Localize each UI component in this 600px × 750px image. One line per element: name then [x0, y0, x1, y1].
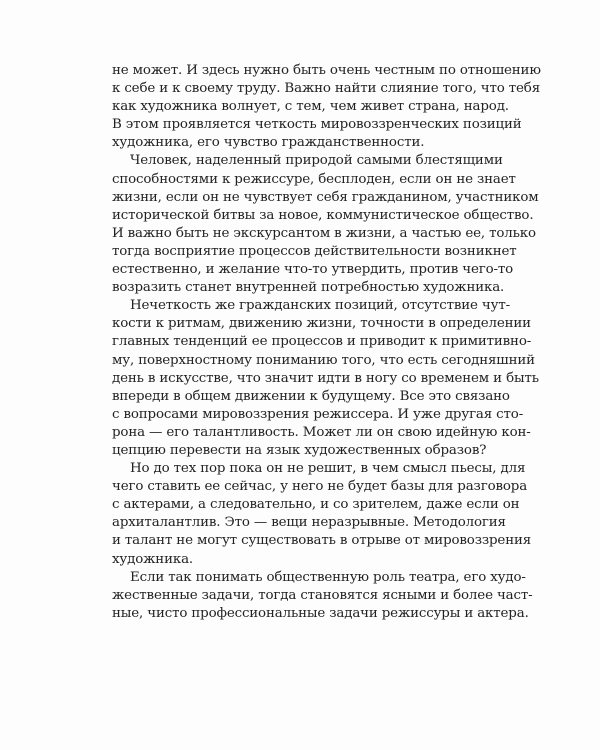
text-line: художника. [112, 551, 194, 567]
text-line: к себе и к своему труду. Важно найти слияние того, что тебя [112, 81, 541, 97]
text-line: Если так понимать общественную роль театра, его худо- [130, 569, 526, 585]
paragraph-4 [112, 460, 532, 569]
paragraph-2 [112, 152, 539, 297]
paragraph-3 [112, 297, 539, 460]
text-line: тогда восприятие процессов действительности возникнет [112, 243, 517, 259]
text-line: и талант не могут существовать в отрыве от мировоззрения [112, 533, 532, 549]
text-line: ные, чисто профессиональные задачи режиссуры и актера. [112, 605, 529, 621]
text-line: В этом проявляется четкость мировоззренческих позиций [112, 117, 522, 133]
text-line: чего ставить ее сейчас, у него не будет базы для разговора [112, 479, 528, 495]
text-line: Но до тех пор пока он не решит, в чем смысл пьесы, для [130, 461, 526, 477]
text-line: не может. И здесь нужно быть очень честным по отношению [112, 63, 541, 78]
text-line: Нечеткость же гражданских позиций, отсутствие чут- [130, 298, 510, 314]
text-line: му, поверхностному пониманию того, что есть сегодняшний [112, 352, 535, 368]
page-text [112, 62, 541, 623]
text-line: архиталантлив. Это — вещи неразрывные. Методология [112, 515, 506, 531]
text-line: способностями к режиссуре, бесплоден, если он не знает [112, 171, 516, 187]
text-line: жественные задачи, тогда становятся ясными и более част- [112, 587, 533, 603]
text-line: жизни, если он не чувствует себя гражданином, участником [112, 189, 539, 205]
text-line: художника, его чувство гражданственности. [112, 135, 425, 151]
text-line: день в искусстве, что значит идти в ногу со временем и быть [112, 370, 539, 386]
text-line: кости к ритмам, движению жизни, точности в определении [112, 316, 531, 332]
text-line: рона — его талантливость. Может ли он свою идейную кон- [112, 424, 531, 440]
paragraph-5 [112, 569, 533, 623]
text-line: впереди в общем движении к будущему. Все это связано [112, 388, 510, 404]
text-line: естественно, и желание что-то утвердить, против чего-то [112, 262, 514, 278]
text-line: с вопросами мировоззрения режиссера. И уже другая сто- [112, 406, 524, 422]
text-line: как художника волнует, с тем, чем живет страна, народ. [112, 99, 509, 115]
text-line: главных тенденций ее процессов и приводит к примитивно- [112, 334, 532, 350]
text-line: исторической битвы за новое, коммунистическое общество. [112, 207, 534, 223]
text-line: с актерами, а следовательно, и со зрителем, даже если он [112, 497, 520, 513]
text-line: Человек, наделенный природой самыми блестящими [130, 153, 503, 169]
text-line: возразить станет внутренней потребностью художника. [112, 280, 505, 296]
paragraph-1 [112, 62, 541, 152]
text-line: цепцию перевести на язык художественных образов? [112, 442, 487, 458]
text-line: И важно быть не экскурсантом в жизни, а частью ее, только [112, 225, 536, 241]
